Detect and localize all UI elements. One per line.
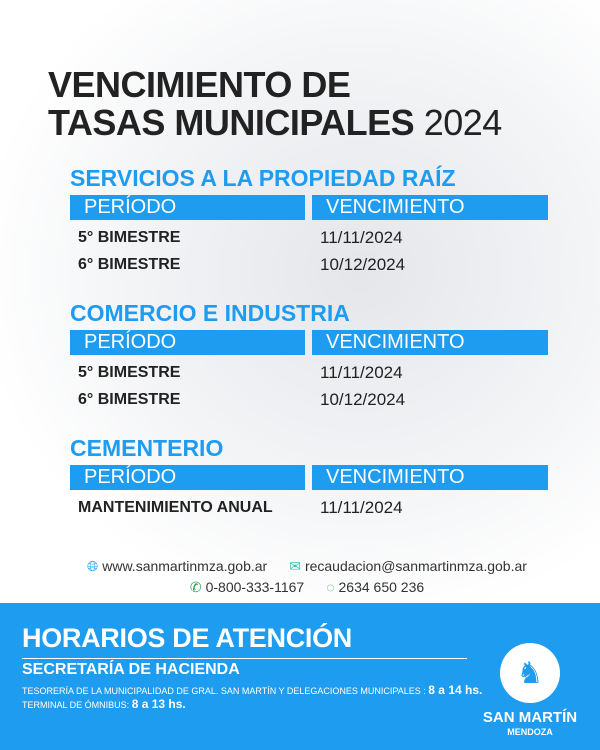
- title-year: 2024: [423, 102, 502, 143]
- whatsapp-number[interactable]: 2634 650 236: [338, 579, 425, 595]
- period: MANTENIMIENTO ANUAL: [78, 499, 273, 516]
- hours-line-1: [22, 683, 482, 697]
- globe-icon: 🌐︎: [87, 558, 99, 574]
- column-header-due: VENCIMIENTO: [312, 195, 548, 220]
- hours-value: 8 a 14 hs.: [428, 683, 483, 697]
- page-title: [48, 66, 502, 142]
- mail-icon: ✉: [289, 558, 301, 574]
- period: 5° BIMESTRE: [78, 364, 181, 381]
- column-header-period: PERÍODO: [70, 195, 305, 220]
- section-heading: SERVICIOS A LA PROPIEDAD RAÍZ: [70, 165, 456, 191]
- phone-number[interactable]: 0-800-333-1167: [205, 579, 305, 595]
- table-row: [70, 224, 548, 251]
- due-date: 10/12/2024: [320, 390, 406, 409]
- column-header-period: PERÍODO: [70, 330, 305, 355]
- hours-value: 8 a 13 hs.: [131, 697, 186, 711]
- logo-subtitle: MENDOZA: [507, 727, 553, 737]
- period: 5° BIMESTRE: [78, 229, 181, 246]
- phone-icon: ✆: [189, 579, 202, 595]
- footer-title: HORARIOS DE ATENCIÓN: [22, 623, 353, 653]
- title-line-2: TASAS MUNICIPALES: [48, 102, 415, 143]
- footer-subtitle: SECRETARÍA DE HACIENDA: [22, 661, 240, 678]
- section-cementerio: [70, 435, 548, 521]
- section-comercio-industria: [70, 300, 548, 413]
- table-row: [70, 386, 548, 413]
- footer: [0, 603, 600, 750]
- table-row: [70, 494, 548, 521]
- hours-place: TESORERÍA DE LA MUNICIPALIDAD DE GRAL. SAN MARTÍN Y DELEGACIONES MUNICIPALES :: [22, 686, 426, 696]
- period: 6° BIMESTRE: [78, 256, 181, 273]
- logo-name: SAN MARTÍN: [482, 709, 578, 726]
- period: 6° BIMESTRE: [78, 391, 181, 408]
- table-row: [70, 251, 548, 278]
- divider: [22, 658, 467, 659]
- whatsapp-icon: ◌: [326, 579, 335, 595]
- column-header-due: VENCIMIENTO: [312, 465, 548, 490]
- column-header-period: PERÍODO: [70, 465, 305, 490]
- table-row: [70, 359, 548, 386]
- title-line-1: VENCIMIENTO DE: [48, 64, 351, 105]
- column-header-due: VENCIMIENTO: [312, 330, 548, 355]
- hours-place: TERMINAL DE ÓMNIBUS:: [22, 700, 130, 710]
- section-heading: CEMENTERIO: [70, 435, 224, 461]
- section-heading: COMERCIO E INDUSTRIA: [70, 300, 350, 326]
- due-date: 11/11/2024: [320, 363, 403, 382]
- website-link[interactable]: www.sanmartinmza.gob.ar: [102, 558, 268, 574]
- section-propiedad-raiz: [70, 165, 548, 278]
- email-link[interactable]: recaudacion@sanmartinmza.gob.ar: [304, 558, 527, 574]
- due-date: 10/12/2024: [320, 255, 406, 274]
- due-date: 11/11/2024: [320, 498, 403, 517]
- contacts: [0, 556, 600, 598]
- hours-line-2: [22, 697, 186, 711]
- due-date: 11/11/2024: [320, 228, 403, 247]
- san-martin-logo-icon: ♞: [500, 643, 560, 703]
